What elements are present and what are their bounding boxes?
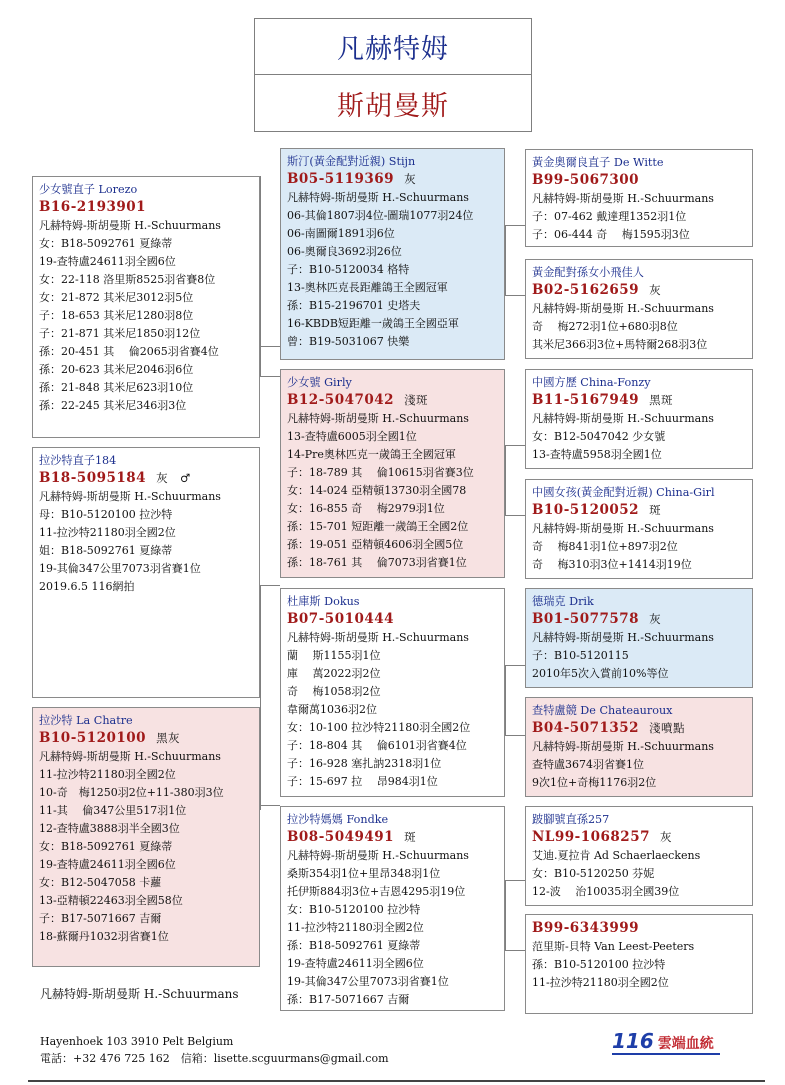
- ring-number: B07-5010444: [287, 611, 395, 627]
- connector: [505, 880, 525, 881]
- pedigree-box-ggs-3: [525, 369, 753, 469]
- info-line: 姐：B18-5092761 夏綠蒂: [39, 544, 173, 557]
- ring-number: B16-2193901: [39, 199, 147, 215]
- bird-name: 拉沙特媽媽 Fondke: [287, 813, 389, 826]
- info-line: 范里斯-貝特 Van Leest-Peeters: [532, 940, 695, 953]
- info-line: 韋爾萬1036羽2位: [287, 703, 377, 716]
- info-line: 女：B12-5047042 少女號: [532, 430, 666, 443]
- info-line: 凡赫特姆-斯胡曼斯 H.-Schuurmans: [532, 412, 714, 425]
- bird-name: 跛腳號直孫257: [532, 813, 610, 826]
- info-line: 奇 梅310羽3位+1414羽19位: [532, 558, 692, 571]
- info-line: 凡赫特姆-斯胡曼斯 H.-Schuurmans: [532, 631, 714, 644]
- info-line: 女：22-118 洛里斯8525羽省賽8位: [39, 273, 216, 286]
- ring-number: B02-5162659 灰: [532, 282, 662, 298]
- plumage-color: 淺噴點: [649, 721, 686, 735]
- bird-name: 中國女孩(黃金配對近親) China-Girl: [532, 486, 715, 499]
- pedigree-title-box: [254, 18, 532, 132]
- bird-name: 德瑞克 Drik: [532, 595, 594, 608]
- info-line: 子：07-462 戴達理1352羽1位: [532, 210, 687, 223]
- connector: [505, 515, 525, 516]
- info-line: 13-查特盧5958羽全國1位: [532, 448, 662, 461]
- info-line: 11-拉沙特21180羽全國2位: [532, 976, 669, 989]
- info-line: 子：B10-5120115: [532, 649, 629, 662]
- info-line: 女：10-100 拉沙特21180羽全國2位: [287, 721, 471, 734]
- info-line: 女：B12-5047058 卡蘿: [39, 876, 162, 889]
- ring-number: B99-5067300: [532, 172, 640, 188]
- plumage-color: 灰: [404, 172, 417, 186]
- info-line: 孫：B10-5120100 拉沙特: [532, 958, 666, 971]
- info-line: 桑斯354羽1位+里昂348羽1位: [287, 867, 441, 880]
- info-line: 13-奧林匹克長距離鴿王全國冠軍: [287, 281, 448, 294]
- bird-name: 拉沙特 La Chatre: [39, 714, 133, 727]
- info-line: 女：B18-5092761 夏綠蒂: [39, 840, 173, 853]
- breeder-footer-name: 凡赫特姆-斯胡曼斯 H.-Schuurmans: [40, 987, 239, 1001]
- plumage-color: 灰: [659, 830, 672, 844]
- info-line: 19-其倫347公里7073羽省賽1位: [39, 562, 201, 575]
- connector: [505, 665, 525, 666]
- info-line: 12-波 治10035羽全國39位: [532, 885, 680, 898]
- info-line: 曾：B19-5031067 快樂: [287, 335, 410, 348]
- connector: [505, 665, 506, 735]
- plumage-color: 灰 ♂: [156, 471, 191, 485]
- info-line: 子：18-789 其 倫10615羽省賽3位: [287, 466, 474, 479]
- info-line: 凡赫特姆-斯胡曼斯 H.-Schuurmans: [287, 191, 469, 204]
- plumage-color: 淺斑: [404, 393, 429, 407]
- info-line: 凡赫特姆-斯胡曼斯 H.-Schuurmans: [532, 302, 714, 315]
- ring-number: B12-5047042 淺斑: [287, 392, 429, 408]
- ring-number: B01-5077578 灰: [532, 611, 662, 627]
- info-line: 庫 萬2022羽2位: [287, 667, 381, 680]
- info-line: 子：B10-5120034 格特: [287, 263, 410, 276]
- connector: [505, 950, 525, 951]
- ring-number: B08-5049491 斑: [287, 829, 417, 845]
- bird-name: 查特盧競 De Chateauroux: [532, 704, 673, 717]
- info-line: 16-KBDB短距離一歲鴿王全國亞軍: [287, 317, 459, 330]
- bird-name: 黃金奧爾良直子 De Witte: [532, 156, 664, 169]
- connector: [260, 585, 280, 586]
- info-line: 14-Pre奧林匹克一歲鴿王全國冠軍: [287, 448, 456, 461]
- connector: [260, 805, 280, 806]
- info-line: 孫：B18-5092761 夏綠蒂: [287, 939, 421, 952]
- pedigree-box-dam-dam: [280, 806, 505, 1011]
- info-line: 孫：B17-5071667 吉爾: [287, 993, 410, 1006]
- info-line: 凡赫特姆-斯胡曼斯 H.-Schuurmans: [532, 192, 714, 205]
- logo-text: 雲端血統: [657, 1036, 714, 1052]
- pedigree-box-ggs-4: [525, 479, 753, 579]
- connector: [505, 225, 506, 295]
- plumage-color: 黑斑: [649, 393, 674, 407]
- pedigree-box-ggs-2: [525, 259, 753, 359]
- ring-number: B11-5167949 黑斑: [532, 392, 674, 408]
- info-line: 13-亞精頓22463羽全國58位: [39, 894, 183, 907]
- connector: [505, 445, 525, 446]
- info-line: 奇 梅841羽1位+897羽2位: [532, 540, 678, 553]
- info-line: 女：16-855 奇 梅2979羽1位: [287, 502, 445, 515]
- ring-number: B99-6343999: [532, 920, 640, 936]
- info-line: 孫：21-848 其米尼623羽10位: [39, 381, 194, 394]
- bird-name: 黃金配對孫女小飛佳人: [532, 266, 644, 279]
- info-line: 19-查特盧24611羽全國6位: [39, 858, 176, 871]
- info-line: 凡赫特姆-斯胡曼斯 H.-Schuurmans: [287, 849, 469, 862]
- info-line: 艾迪.夏拉肯 Ad Schaerlaeckens: [532, 849, 701, 862]
- info-line: 孫：18-761 其 倫7073羽省賽1位: [287, 556, 467, 569]
- pedigree-box-subject-sibling: [32, 176, 260, 438]
- info-line: 孫：15-701 短距離一歲鴿王全國2位: [287, 520, 469, 533]
- info-line: 子：18-804 其 倫6101羽省賽4位: [287, 739, 467, 752]
- bird-name: 中國方歷 China-Fonzy: [532, 376, 651, 389]
- ring-number: B10-5120100 黑灰: [39, 730, 181, 746]
- info-line: 孫：19-051 亞精頓4606羽全國5位: [287, 538, 464, 551]
- info-line: 孫：22-245 其米尼346羽3位: [39, 399, 187, 412]
- info-line: 18-蘇爾丹1032羽省賽1位: [39, 930, 169, 943]
- info-line: 蘭 斯1155羽1位: [287, 649, 381, 662]
- ring-number: B18-5095184 灰 ♂: [39, 470, 191, 486]
- brand-logo: [612, 1029, 714, 1053]
- connector: [260, 376, 280, 377]
- info-line: 19-查特盧24611羽全國6位: [39, 255, 176, 268]
- info-line: 11-其 倫347公里517羽1位: [39, 804, 187, 817]
- info-line: 2010年5次入賞前10%等位: [532, 667, 669, 680]
- info-line: 2019.6.5 116網拍: [39, 580, 135, 593]
- info-line: 凡赫特姆-斯胡曼斯 H.-Schuurmans: [532, 522, 714, 535]
- info-line: 06-奧爾良3692羽26位: [287, 245, 402, 258]
- connector: [505, 445, 506, 515]
- pedigree-box-ggs-1: [525, 149, 753, 247]
- plumage-color: 斑: [649, 503, 662, 517]
- info-line: 凡赫特姆-斯胡曼斯 H.-Schuurmans: [287, 631, 469, 644]
- plumage-color: 灰: [649, 612, 662, 626]
- info-line: 凡赫特姆-斯胡曼斯 H.-Schuurmans: [532, 740, 714, 753]
- info-line: 女：21-872 其米尼3012羽5位: [39, 291, 194, 304]
- info-line: 19-其倫347公里7073羽省賽1位: [287, 975, 449, 988]
- phone-email: 電話：+32 476 725 162 信箱：lisette.scguurmans@gmail.com: [40, 1052, 389, 1065]
- pedigree-box-ggs-7: [525, 806, 753, 906]
- info-line: 托伊斯884羽3位+吉恩4295羽19位: [287, 885, 466, 898]
- connector: [260, 346, 280, 347]
- ring-number: B05-5119369 灰: [287, 171, 417, 187]
- info-line: 孫：B15-2196701 史塔夫: [287, 299, 421, 312]
- info-line: 12-查特盧3888羽半全國3位: [39, 822, 180, 835]
- pedigree-box-ggs-5: [525, 588, 753, 688]
- connector: [260, 585, 261, 810]
- breeder-name-top: 凡赫特姆: [255, 19, 531, 75]
- ring-number: NL99-1068257 灰: [532, 829, 672, 845]
- connector: [505, 735, 525, 736]
- pedigree-box-sire-dam: [280, 369, 505, 578]
- plumage-color: 黑灰: [156, 731, 181, 745]
- info-line: 9次1位+奇梅1176羽2位: [532, 776, 657, 789]
- info-line: 凡赫特姆-斯胡曼斯 H.-Schuurmans: [287, 412, 469, 425]
- info-line: 11-拉沙特21180羽全國2位: [39, 526, 176, 539]
- info-line: 查特盧3674羽省賽1位: [532, 758, 644, 771]
- breeder-contact: [40, 1033, 389, 1067]
- info-line: 凡赫特姆-斯胡曼斯 H.-Schuurmans: [39, 750, 221, 763]
- info-line: 11-拉沙特21180羽全國2位: [39, 768, 176, 781]
- info-line: 子：15-697 拉 昂984羽1位: [287, 775, 438, 788]
- info-line: 子：16-928 塞扎訥2318羽1位: [287, 757, 442, 770]
- info-line: 13-查特盧6005羽全國1位: [287, 430, 417, 443]
- info-line: 女：14-024 亞精頓13730羽全國78: [287, 484, 467, 497]
- info-line: 女：B10-5120250 芬妮: [532, 867, 655, 880]
- info-line: 其米尼366羽3位+馬特爾268羽3位: [532, 338, 708, 351]
- info-line: 06-南圖爾1891羽6位: [287, 227, 395, 240]
- pedigree-box-sire-sire: [280, 148, 505, 360]
- info-line: 19-查特盧24611羽全國6位: [287, 957, 424, 970]
- pedigree-box-dam-sire: [280, 588, 505, 797]
- bird-name: 斯汀(黃金配對近親) Stijn: [287, 155, 416, 168]
- info-line: 子：B17-5071667 吉爾: [39, 912, 162, 925]
- info-line: 10-奇 梅1250羽2位+11-380羽3位: [39, 786, 224, 799]
- info-line: 06-其倫1807羽4位-圖瑞1077羽24位: [287, 209, 474, 222]
- info-line: 孫：20-451 其 倫2065羽省賽4位: [39, 345, 219, 358]
- ring-number: B10-5120052 斑: [532, 502, 662, 518]
- info-line: 凡赫特姆-斯胡曼斯 H.-Schuurmans: [39, 490, 221, 503]
- bird-name: 杜庫斯 Dokus: [287, 595, 360, 608]
- info-line: 11-拉沙特21180羽全國2位: [287, 921, 424, 934]
- logo-underline: [612, 1053, 720, 1055]
- pedigree-box-ggs-8: [525, 914, 753, 1014]
- bottom-divider: [28, 1080, 765, 1082]
- info-line: 女：B18-5092761 夏綠蒂: [39, 237, 173, 250]
- info-line: 凡赫特姆-斯胡曼斯 H.-Schuurmans: [39, 219, 221, 232]
- bird-name: 少女號直子 Lorezo: [39, 183, 138, 196]
- info-line: 子：06-444 奇 梅1595羽3位: [532, 228, 690, 241]
- pedigree-box-ggs-6: [525, 697, 753, 797]
- info-line: 女：B10-5120100 拉沙特: [287, 903, 421, 916]
- breeder-name-bottom: 斯胡曼斯: [337, 90, 449, 122]
- info-line: 奇 梅272羽1位+680羽8位: [532, 320, 678, 333]
- info-line: 母：B10-5120100 拉沙特: [39, 508, 173, 521]
- info-line: 奇 梅1058羽2位: [287, 685, 381, 698]
- bird-name: 少女號 Girly: [287, 376, 352, 389]
- plumage-color: 灰: [649, 283, 662, 297]
- info-line: 子：18-653 其米尼1280羽8位: [39, 309, 194, 322]
- connector: [505, 295, 525, 296]
- pedigree-box-sire: [32, 447, 260, 698]
- pedigree-box-dam: [32, 707, 260, 967]
- bird-name: 拉沙特直子184: [39, 454, 117, 467]
- ring-number: B04-5071352 淺噴點: [532, 720, 686, 736]
- plumage-color: 斑: [404, 830, 417, 844]
- logo-number: 116: [612, 1029, 654, 1053]
- address: Hayenhoek 103 3910 Pelt Belgium: [40, 1035, 234, 1048]
- info-line: 子：21-871 其米尼1850羽12位: [39, 327, 201, 340]
- connector: [505, 880, 506, 950]
- connector: [505, 225, 525, 226]
- info-line: 孫：20-623 其米尼2046羽6位: [39, 363, 194, 376]
